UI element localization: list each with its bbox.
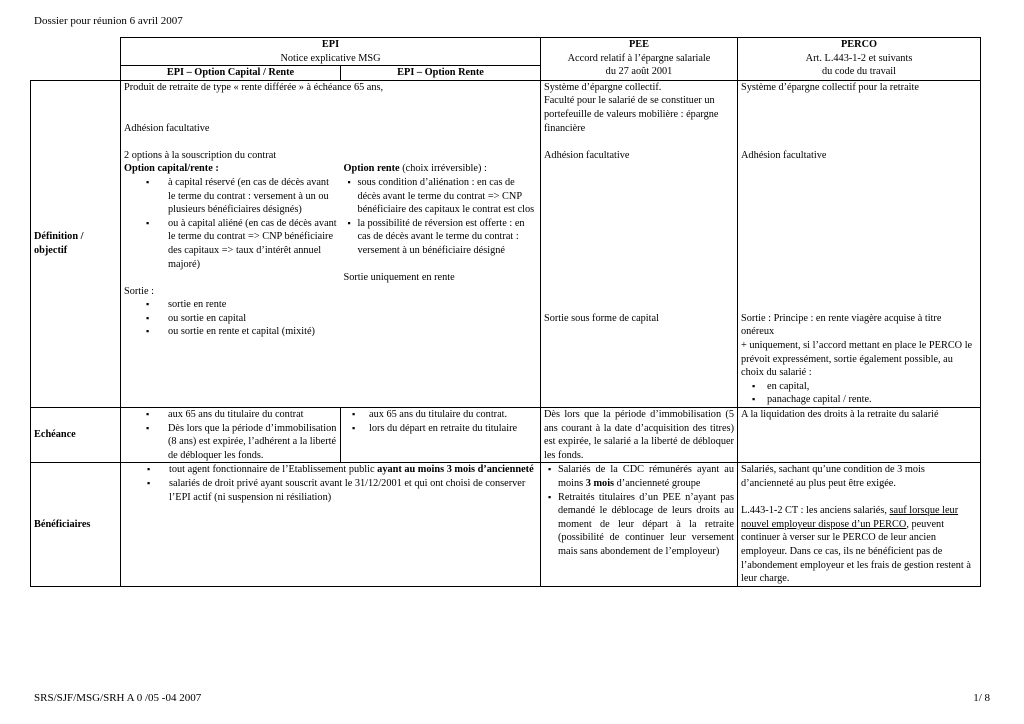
sortie-label: Sortie : [124,285,155,297]
list-item: ▪ panachage capital / rente. [741,393,977,407]
list-item: ▪ la possibilité de réversion est offerte : en cas de décès avant le terme du contrat : versement à un bénéficiaire désigné [343,217,537,258]
beneficiaires-label: Bénéficiaires [31,463,121,586]
page-number: 1/ 8 [973,692,990,704]
header-row-1 [31,38,981,66]
option-rente-sortie: Sortie uniquement en rente [343,272,455,284]
epi-rente-header: EPI – Option Rente [341,66,541,81]
list-item: ▪ ou sortie en rente et capital (mixité) [124,325,337,339]
pee-definition-cell: Système d’épargne collectif. Faculté pour le salarié de se constituer un portefeuille de valeurs mobilière : épargne financière Adhésion facultative Sortie sous forme de capital [541,80,738,407]
perco-definition-cell: Système d’épargne collectif pour la retraite Adhésion facultative Sortie : Principe : en rente viagère acquise à titre onéreux + uniquement, si l’accord mettant en place le PERCO le prévoit expressément, sortie également possible, au choix du salarié : ▪ en capital, ▪ panachage capital / rente. [738,80,981,407]
list-item: ▪ tout agent fonctionnaire de l’Etablissement public ayant au moins 3 mois d’ancienneté [124,463,537,477]
option-rente-title: Option rente [343,163,400,175]
empty-corner-cell [31,38,121,81]
pee-line1: Accord relatif à l’épargne salariale [567,52,711,64]
list-item: ▪ en capital, [741,380,977,394]
epi-definition-cell [121,80,541,407]
echeance-label: Echéance [31,408,121,463]
option-capital-title: Option capital/rente : [124,163,219,175]
list-item: ▪ lors du départ en retraite du titulaire [344,422,537,436]
beneficiaires-row [31,463,981,586]
perco-echeance-cell: A la liquidation des droits à la retraite du salarié [738,408,981,463]
option-rente: Option rente (choix irréversible) : ▪ sous condition d’aliénation : en cas de décès avant le terme du contrat => CNP bénéficiaire des capitaux le contrat est clos ▪ la possibilité de réversion est offerte : en cas de décès avant le terme du contrat : versement à un bénéficiaire désigné Sortie uniquement en rente [340,162,540,339]
list-item: ▪ ou à capital aliéné (en cas de décès avant le terme du contrat => CNP bénéficiaire des capitaux => taux d’intérêt annuel majoré) [124,217,337,271]
pee-header [541,38,738,81]
perco-line1: Art. L.443-1-2 et suivants [805,52,913,64]
perco-header [738,38,981,81]
pee-echeance-cell: Dès lors que la période d’immobilisation (5 ans courant à la date d’acquisition des titres) est expirée, le salarié a la liberté de débloquer les fonds. [541,408,738,463]
epi-beneficiaires-cell [121,463,541,586]
pee-beneficiaires-cell [541,463,738,586]
list-item: ▪ sortie en rente [124,298,337,312]
list-item: ▪ à capital réservé (en cas de décès avant le terme du contrat : versement à un ou plusieurs bénéficiaires désignés) [124,176,337,217]
list-item: ▪ aux 65 ans du titulaire du contrat. [344,408,537,422]
perco-beneficiaires-cell: Salariés, sachant qu’une condition de 3 mois d’ancienneté au plus peut être exigée. L.443-1-2 CT : les anciens salariés, sauf lorsque leur nouvel employeur dispose d’un PERCO, peuvent continuer à verser sur le PERCO de leur ancien employeur. Dans ce cas, ils ne bénéficient pas de l’abondement employeur et les frais de gestion restent à leur charge. [738,463,981,586]
pee-line2: du 27 août 2001 [605,66,673,78]
list-item: ▪ aux 65 ans du titulaire du contrat [124,408,337,422]
epi-capital-rente-header: EPI – Option Capital / Rente [121,66,341,81]
perco-title: PERCO [840,39,878,50]
definition-label: Définition / objectif [31,80,121,407]
list-item: ▪ ou sortie en capital [124,312,337,326]
epi-adhesion: Adhésion facultative [124,122,210,134]
list-item: ▪ Retraités titulaires d’un PEE n’ayant pas demandé le déblocage de leurs droits au moment de leur départ à la retraite (possibilité de continuer leur versement mais sans abondement de l’employeur) [544,491,734,559]
list-item: ▪ sous condition d’aliénation : en cas de décès avant le terme du contrat => CNP bénéficiaire des capitaux le contrat est clos [343,176,537,217]
perco-line2: du code du travail [821,66,897,78]
footer-reference: SRS/SJF/MSG/SRH A 0 /05 -04 2007 [34,692,202,704]
comparison-table [30,37,981,587]
epi-options: 2 options à la souscription du contrat [124,149,277,161]
list-item: ▪ Dès lors que la période d’immobilisation (8 ans) est expirée, l’adhérent a la liberté de débloquer les fonds. [124,422,337,463]
list-item: ▪ salariés de droit privé ayant souscrit avant le 31/12/2001 et qui ont choisi de conserver l’EPI actif (ni suspension ni résiliation) [124,477,537,504]
echeance-row [31,408,981,463]
epi-echeance-cell [121,408,341,463]
epi-subtitle: Notice explicative MSG [280,52,381,64]
list-item: ▪ Salariés de la CDC rémunérés ayant au moins 3 mois d’ancienneté groupe [544,463,734,490]
rente-echeance-cell [341,408,541,463]
epi-intro: Produit de retraite de type « rente différée » à échéance 65 ans, [124,81,384,93]
pee-title: PEE [628,39,650,50]
epi-header [121,38,541,66]
definition-row [31,80,981,407]
option-capital-rente [121,162,340,339]
epi-title: EPI [321,39,340,50]
document-header: Dossier pour réunion 6 avril 2007 [34,15,183,27]
